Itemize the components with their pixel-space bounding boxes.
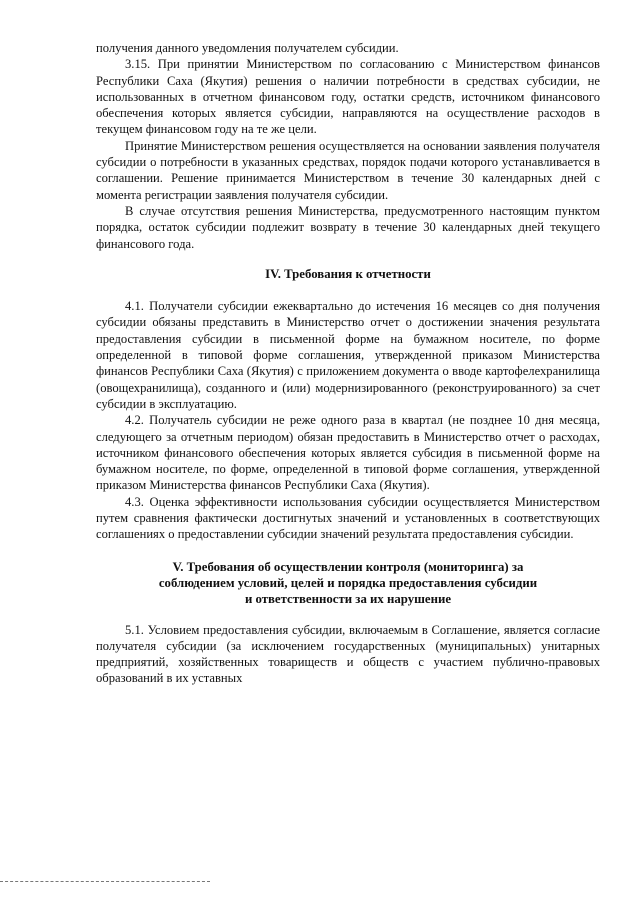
section-5-heading-line: соблюдением условий, целей и порядка предоставления субсидии bbox=[158, 575, 538, 590]
section-4-heading: IV. Требования к отчетности bbox=[265, 266, 431, 281]
paragraph-return: В случае отсутствия решения Министерства, предусмотренного настоящим пунктом порядка, остаток субсидии подлежит возврату в течение 30 календарных дней текущего финансового года. bbox=[96, 203, 600, 251]
paragraph-3-15: 3.15. При принятии Министерством по согласованию с Министерством финансов Республики Саха (Якутия) решения о наличии потребности в средствах субсидии, не использованных в отчетном финансовом году, остатки средств, источником финансового обеспечения которых является субсидии, направляются на осуществление расходов в текущем финансовом году на те же цели. bbox=[96, 57, 600, 137]
section-5-heading bbox=[96, 559, 600, 608]
document-body bbox=[96, 40, 600, 687]
section-5-heading-line: и ответственности за их нарушение bbox=[244, 592, 452, 607]
paragraph-continuation: получения данного уведомления получателем субсидии. bbox=[96, 41, 399, 55]
paragraph-4-1: 4.1. Получатели субсидии ежеквартально до истечения 16 месяцев со дня получения субсидии обязаны представить в Министерство отчет о достижении значения результата предоставления субсидии в письменной форме на бумажном носителе, по форме определенной в типовой форме соглашения, утвержденной приказом Министерства финансов Республики Саха (Якутия) с приложением документа о вводе картофелехранилища (овощехранилища), созданного и (или) модернизированного (реконструированного) за счет субсидии в эксплуатацию. bbox=[96, 299, 600, 411]
section-5-heading-line: V. Требования об осуществлении контроля (мониторинга) за bbox=[172, 559, 524, 574]
paragraph-4-2: 4.2. Получатель субсидии не реже одного раза в квартал (не позднее 10 дня месяца, следующего за отчетным периодом) обязан предоставить в Министерство отчет о расходах, источником финансового обеспечения которых является субсидия в письменной форме на бумажном носителе, по форме, определенной в типовой форме соглашения, утвержденной приказом Министерства финансов Республики Саха (Якутия). bbox=[96, 413, 600, 493]
paragraph-5-1: 5.1. Условием предоставления субсидии, включаемым в Соглашение, является согласие получателя субсидии (за исключением государственных (муниципальных) унитарных предприятий, хозяйственных товариществ и обществ с участием публично-правовых образований в их уставных bbox=[96, 622, 600, 686]
footer-divider bbox=[0, 881, 210, 882]
paragraph-decision: Принятие Министерством решения осуществляется на основании заявления получателя субсидии о потребности в указанных средствах, порядок подачи которого устанавливается в соглашении. Решение принимается Министерством в течение 30 календарных дней с момента регистрации заявления получателя субсидии. bbox=[96, 138, 600, 202]
paragraph-4-3: 4.3. Оценка эффективности использования субсидии осуществляется Министерством путем сравнения фактически достигнутых значений и установленных в соответствующих соглашениях о предоставлении субсидии значений результата предоставления субсидии. bbox=[96, 494, 600, 542]
